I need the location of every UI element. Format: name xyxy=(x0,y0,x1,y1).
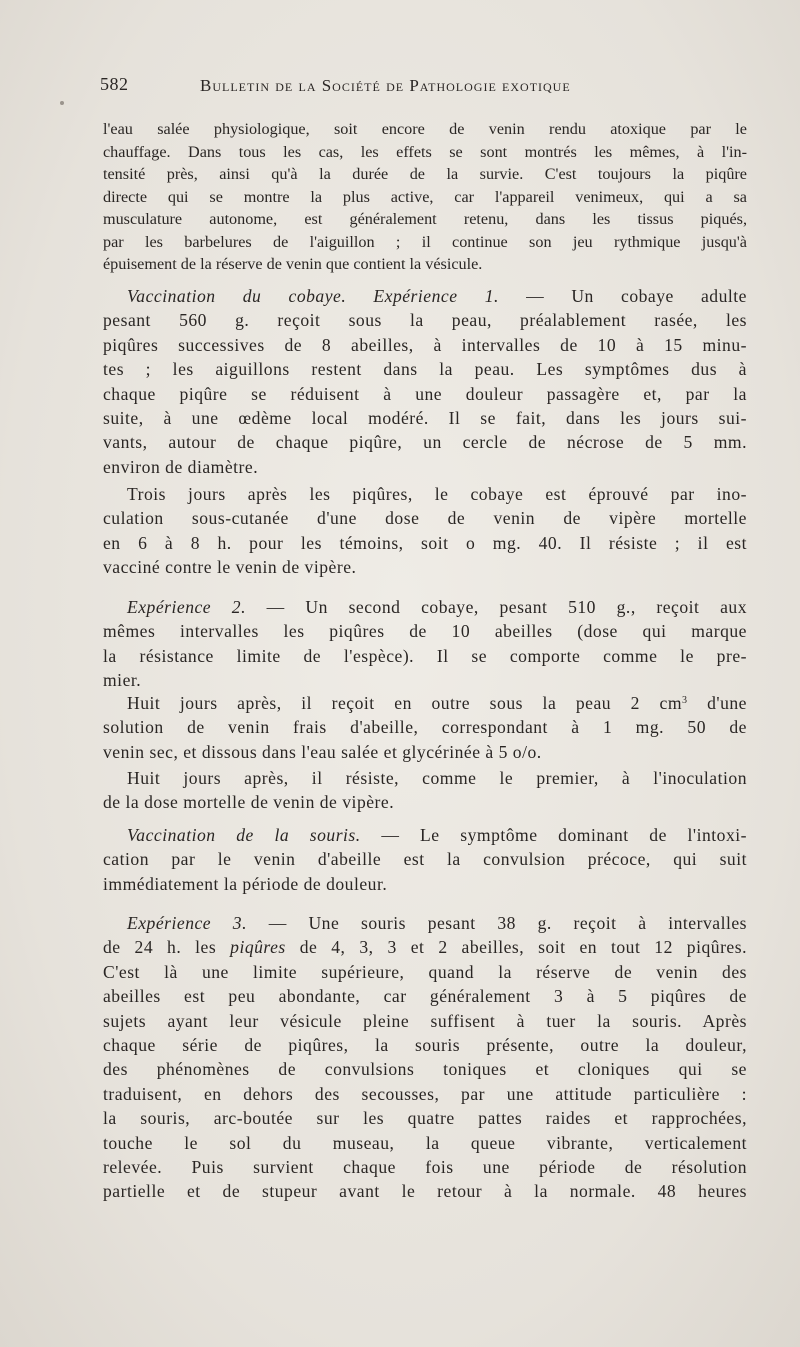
text-line: en 6 à 8 h. pour les témoins, soit o mg. 40. Il résiste ; il est xyxy=(103,532,747,553)
text-line: vacciné contre le venin de vipère. xyxy=(103,557,357,578)
paragraph-5 xyxy=(103,691,747,764)
text-line: des phénomènes de convulsions toniques et cloniques qui se xyxy=(103,1059,747,1080)
speck-mark xyxy=(60,101,64,105)
line-text: d'une xyxy=(687,693,747,713)
text-line: chaque série de piqûres, la souris présente, outre la douleur, xyxy=(103,1035,747,1056)
line-text: de 24 h. les xyxy=(103,937,231,958)
text-line: vants, autour de chaque piqûre, un cercle de nécrose de 5 mm. xyxy=(103,432,747,453)
text-line: C'est là une limite supérieure, quand la réserve de venin des xyxy=(103,961,747,982)
text-line: abeilles est peu abondante, car généralement 3 à 5 piqûres de xyxy=(103,986,747,1007)
text-line: Huit jours après, il résiste, comme le premier, à l'inoculation xyxy=(127,768,747,788)
text-line: chaque piqûre se réduisent à une douleur passagère et, par la xyxy=(103,383,747,404)
superscript: 3 xyxy=(682,695,688,706)
text-line xyxy=(103,691,747,715)
section-heading: Expérience 2. xyxy=(127,597,246,617)
text-line: Trois jours après les piqûres, le cobaye est éprouvé par ino- xyxy=(127,484,747,504)
section-heading: Vaccination de la souris. xyxy=(127,825,361,845)
text-line: cation par le venin d'abeille est la convulsion précoce, qui suit xyxy=(103,849,747,870)
text-line: touche le sol du museau, la queue vibrante, verticalement xyxy=(103,1132,747,1153)
paragraph-3 xyxy=(103,482,747,580)
text-line: environ de diamètre. xyxy=(103,456,259,477)
text-line: épuisement de la réserve de venin que contient la vésicule. xyxy=(103,255,483,273)
text-line: tensité près, ainsi qu'à la durée de la survie. C'est toujours la piqûre xyxy=(103,165,747,183)
line-text: — Le symptôme dominant de l'intoxi- xyxy=(360,825,747,845)
line-text: Huit jours après, il reçoit en outre sous la peau 2 cm xyxy=(127,693,683,713)
paragraph-1 xyxy=(103,118,747,276)
text-line xyxy=(103,823,747,847)
line-text: de 4, 3, 3 et 2 abeilles, soit en tout 12 piqûres. xyxy=(285,937,747,958)
paragraph-6 xyxy=(103,766,747,815)
text-line: suite, à une œdème local modéré. Il se fait, dans les jours sui- xyxy=(103,408,747,429)
italic-word: piqûres xyxy=(230,937,286,958)
paragraph-experience-2 xyxy=(103,595,747,693)
text-line xyxy=(103,595,747,619)
text-line: pesant 560 g. reçoit sous la peau, préalablement rasée, les xyxy=(103,310,747,331)
text-line: sujets ayant leur vésicule pleine suffisent à tuer la souris. Après xyxy=(103,1010,747,1031)
paragraph-vaccination-cobaye xyxy=(103,284,747,479)
page-number: 582 xyxy=(100,74,129,94)
text-line: la résistance limite de l'espèce). Il se comporte comme le pre- xyxy=(103,645,747,666)
text-line: piqûres successives de 8 abeilles, à intervalles de 10 à 15 minu- xyxy=(103,334,747,355)
text-line: de la dose mortelle de venin de vipère. xyxy=(103,792,395,813)
text-line: chauffage. Dans tous les cas, les effets se sont montrés les mêmes, à l'in- xyxy=(103,142,747,161)
paragraph-vaccination-souris xyxy=(103,823,747,896)
text-line xyxy=(103,284,747,308)
text-line: relevée. Puis survient chaque fois une période de résolution xyxy=(103,1157,747,1178)
section-heading: Expérience 3. xyxy=(127,913,248,933)
text-line xyxy=(103,935,747,959)
line-text: — Un cobaye adulte xyxy=(498,286,747,306)
line-text: — Un second cobaye, pesant 510 g., reçoit aux xyxy=(245,597,747,617)
section-heading: Vaccination du cobaye. Expérience 1. xyxy=(127,286,499,306)
text-line: immédiatement la période de douleur. xyxy=(103,873,388,894)
text-line: culation sous-cutanée d'une dose de venin de vipère mortelle xyxy=(103,508,747,529)
text-line: musculature autonome, est généralement retenu, dans les tissus piqués, xyxy=(103,210,747,228)
page-header xyxy=(100,74,750,102)
text-line: l'eau salée physiologique, soit encore de venin rendu atoxique par le xyxy=(103,120,747,138)
text-line: la souris, arc-boutée sur les quatre pattes raides et rapprochées, xyxy=(103,1108,747,1129)
line-text: — Une souris pesant 38 g. reçoit à intervalles xyxy=(247,913,748,933)
text-line: directe qui se montre la plus active, car l'appareil venimeux, qui a sa xyxy=(103,187,747,206)
paragraph-experience-3 xyxy=(103,911,747,1204)
text-line: tes ; les aiguillons restent dans la peau. Les symptômes dus à xyxy=(103,359,747,380)
text-line: partielle et de stupeur avant le retour à la normale. 48 heures xyxy=(103,1181,747,1202)
text-line: solution de venin frais d'abeille, correspondant à 1 mg. 50 de xyxy=(103,717,747,738)
text-line: par les barbelures de l'aiguillon ; il continue son jeu rythmique jusqu'à xyxy=(103,232,747,251)
text-line: traduisent, en dehors des secousses, par une attitude particulière : xyxy=(103,1083,747,1104)
text-line: mier. xyxy=(103,670,142,691)
text-line: mêmes intervalles les piqûres de 10 abeilles (dose qui marque xyxy=(103,621,747,642)
running-title: Bulletin de la Société de Pathologie exotique xyxy=(200,76,571,95)
text-line xyxy=(103,911,747,935)
text-line: venin sec, et dissous dans l'eau salée et glycérinée à 5 o/o. xyxy=(103,741,542,762)
